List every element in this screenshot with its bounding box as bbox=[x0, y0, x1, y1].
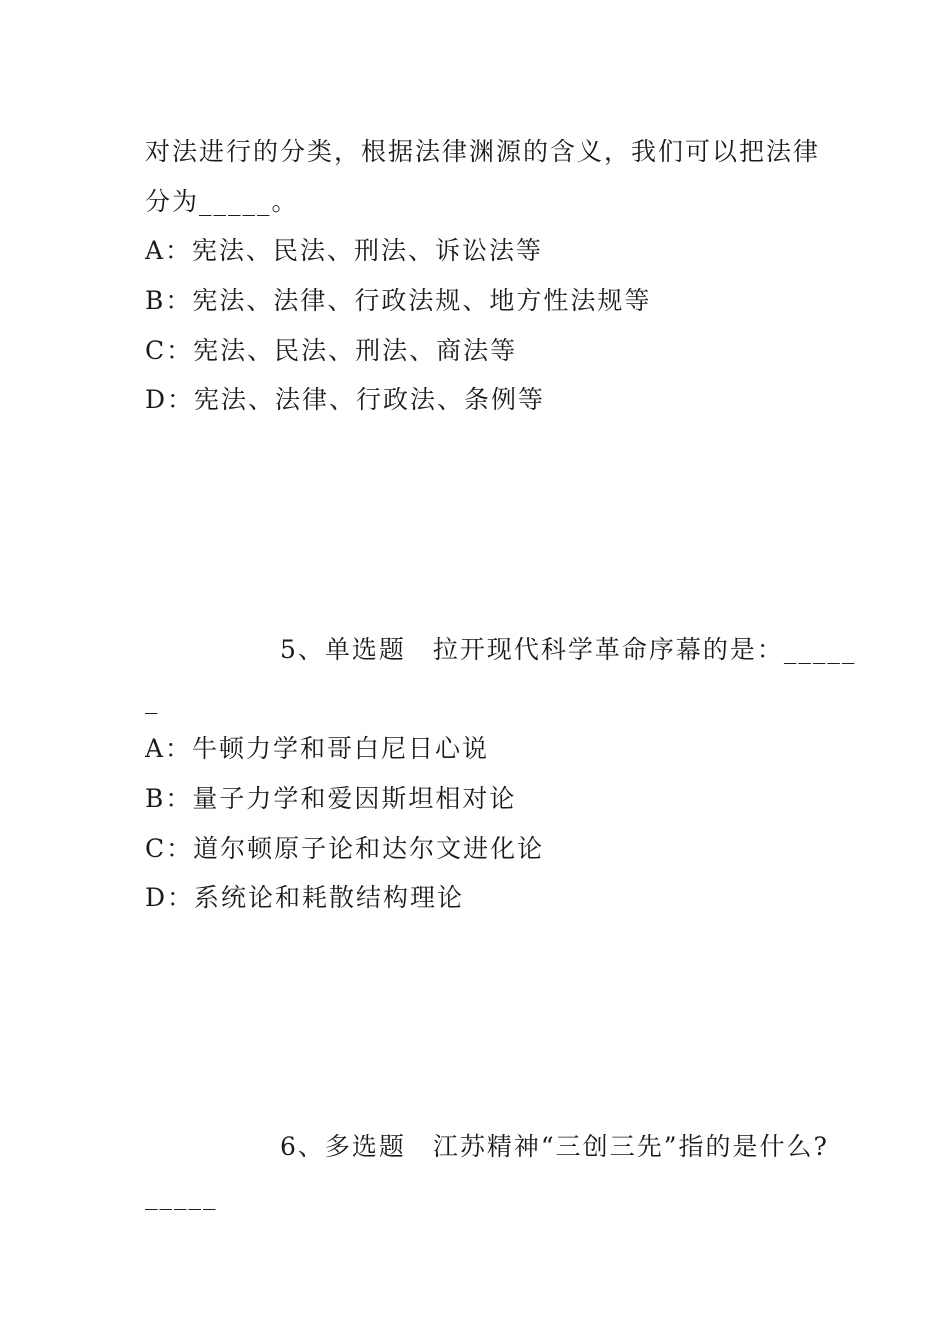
q4-stem-line-1: 对法进行的分类，根据法律渊源的含义，我们可以把法律 bbox=[145, 137, 821, 166]
q4-option-a: A：宪法、民法、刑法、诉讼法等 bbox=[145, 236, 544, 265]
q4-stem-line-2: 分为_____。 bbox=[145, 187, 299, 216]
q5-option-a: A：牛顿力学和哥白尼日心说 bbox=[145, 734, 490, 763]
q5-blank-continuation: _ bbox=[145, 685, 160, 714]
q6-header: 6、多选题 江苏精神“三创三先”指的是什么? bbox=[280, 1132, 829, 1161]
q5-option-c: C：道尔顿原子论和达尔文进化论 bbox=[145, 834, 545, 863]
q5-option-d: D：系统论和耗散结构理论 bbox=[145, 883, 465, 912]
q5-header: 5、单选题 拉开现代科学革命序幕的是：_____ bbox=[280, 635, 857, 664]
q4-option-c: C：宪法、民法、刑法、商法等 bbox=[145, 336, 518, 365]
q6-blank-continuation: _____ bbox=[145, 1181, 218, 1210]
q4-option-d: D：宪法、法律、行政法、条例等 bbox=[145, 385, 546, 414]
q4-option-b: B：宪法、法律、行政法规、地方性法规等 bbox=[145, 286, 652, 315]
q5-option-b: B：量子力学和爱因斯坦相对论 bbox=[145, 784, 517, 813]
